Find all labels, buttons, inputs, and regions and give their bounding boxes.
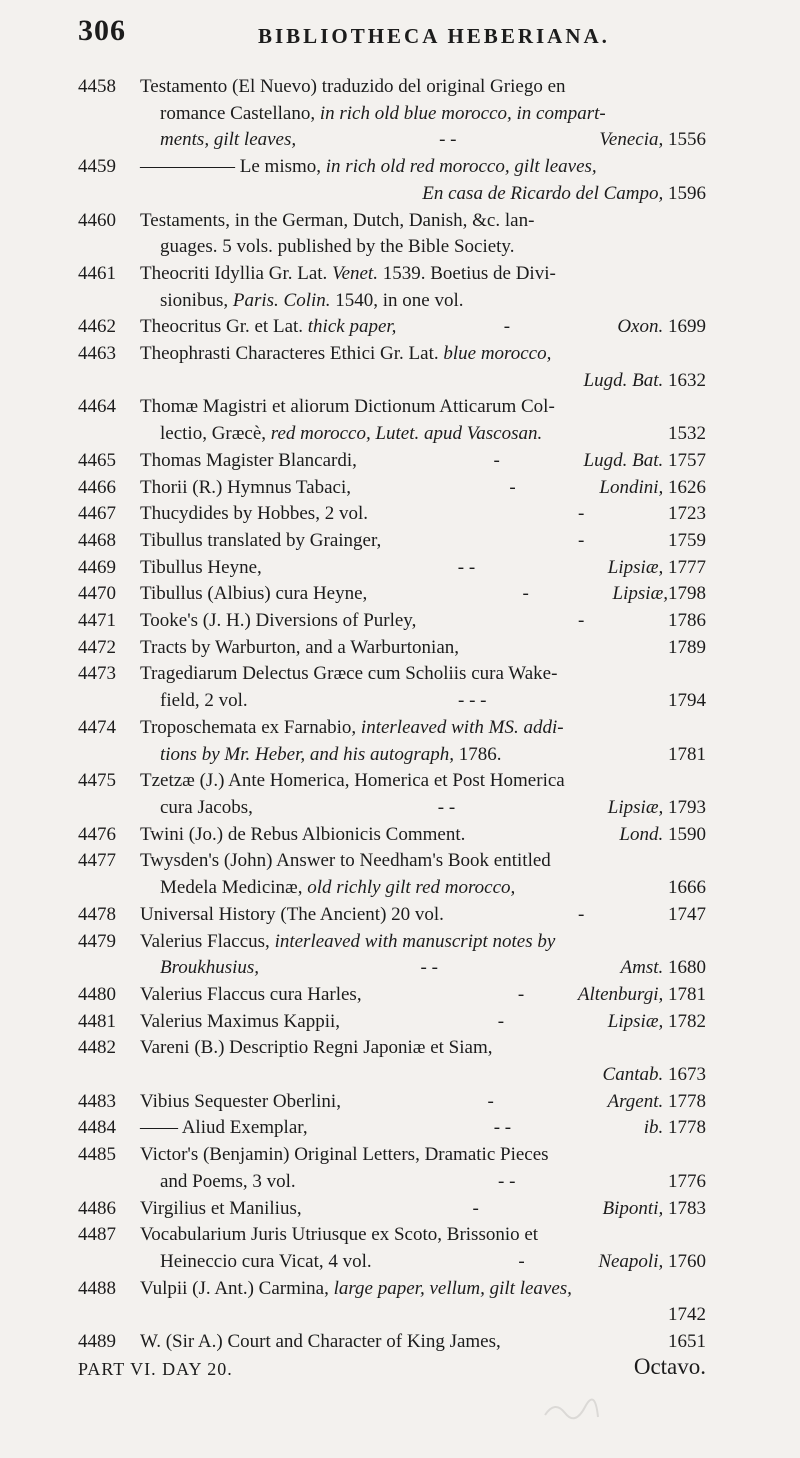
entry-line: lectio, Græcè, red morocco, Lutet. apud Vascosan. 1532 [160, 423, 706, 445]
entry-line: —— Aliud Exemplar, - - ib. 1778 [140, 1117, 706, 1139]
entry-4481 [78, 1009, 706, 1036]
entry-line: Thomæ Magistri et aliorum Dictionum Atticarum Col- [140, 396, 555, 418]
lot-number: 4488 [78, 1277, 116, 1299]
lot-number: 4458 [78, 76, 116, 97]
entry-line: Valerius Flaccus, interleaved with manuscript notes by [140, 930, 556, 952]
lot-number: 4469 [78, 556, 116, 578]
lot-number: 4463 [78, 343, 116, 365]
entry-4480 [78, 982, 706, 1009]
entry-line: Broukhusius, - - Amst. 1680 [160, 957, 706, 979]
entry-line: Theocriti Idyllia Gr. Lat. Venet. 1539. Boetius de Divi- [140, 262, 556, 284]
lot-number: 4473 [78, 663, 116, 685]
lot-number: 4476 [78, 823, 116, 845]
entry-line: Thorii (R.) Hymnus Tabaci, - Londini, 1626 [140, 476, 706, 498]
entry-4475 [78, 768, 706, 821]
lot-number: 4481 [78, 1010, 116, 1032]
entry-line: Tibullus translated by Grainger, - 1759 [140, 529, 706, 551]
sale-part-day: PART VI. DAY 20. [78, 1358, 233, 1379]
ink-smudge [540, 1395, 600, 1425]
entry-line: Vulpii (J. Ant.) Carmina, large paper, vellum, gilt leaves, [140, 1277, 572, 1299]
entry-4466 [78, 475, 706, 502]
lot-number: 4477 [78, 850, 116, 872]
book-format: Octavo. [633, 1353, 706, 1379]
lot-number: 4465 [78, 449, 116, 471]
lot-number: 4486 [78, 1197, 116, 1219]
entry-line: Theophrasti Characteres Ethici Gr. Lat. blue morocco, [140, 343, 552, 365]
entry-4459 [78, 154, 706, 207]
entry-4488 [78, 1276, 706, 1329]
entry-4472 [78, 635, 706, 662]
entry-4461 [78, 261, 706, 314]
entry-line: Victor's (Benjamin) Original Letters, Dramatic Pieces [140, 1144, 549, 1166]
entry-line: Tooke's (J. H.) Diversions of Purley, - 1786 [140, 610, 706, 632]
entry-line: Valerius Flaccus cura Harles, - Altenburgi, 1781 [140, 983, 706, 1005]
lot-number: 4467 [78, 503, 116, 525]
lot-number: 4478 [78, 903, 116, 925]
entry-4465 [78, 448, 706, 475]
entry-line: Vibius Sequester Oberlini, - Argent. 1778 [140, 1090, 706, 1112]
entry-4474 [78, 715, 706, 768]
lot-number: 4459 [78, 156, 116, 178]
running-header [0, 14, 800, 54]
entry-4483 [78, 1089, 706, 1116]
entry-4486 [78, 1196, 706, 1223]
lot-number: 4474 [78, 716, 116, 738]
entry-line: ments, gilt leaves, - - Venecia, 1556 [160, 129, 706, 151]
page-footer [78, 1353, 706, 1383]
entry-4458 [78, 74, 706, 154]
entry-line: Virgilius et Manilius, - Biponti, 1783 [140, 1197, 706, 1219]
entry-line: Medela Medicinæ, old richly gilt red morocco, 1666 [160, 877, 706, 899]
entry-line: Twini (Jo.) de Rebus Albionicis Comment. Lond. 1590 [140, 823, 706, 845]
lot-number: 4489 [78, 1331, 116, 1353]
lot-number: 4466 [78, 476, 116, 498]
entry-line: Testamento (El Nuevo) traduzido del original Griego en [140, 76, 566, 97]
page-number: 306 [78, 14, 126, 47]
entry-line: Cantab. 1673 [602, 1064, 706, 1086]
lot-number: 4470 [78, 583, 116, 605]
entry-4479 [78, 929, 706, 982]
entry-line: Tibullus (Albius) cura Heyne, - Lipsiæ,1798 [140, 583, 706, 605]
entry-line: cura Jacobs, - - Lipsiæ, 1793 [160, 796, 706, 818]
entry-4489 [78, 1329, 706, 1356]
lot-number: 4475 [78, 770, 116, 792]
lot-number: 4487 [78, 1224, 116, 1246]
lot-number: 4480 [78, 983, 116, 1005]
entry-4478 [78, 902, 706, 929]
entry-4471 [78, 608, 706, 635]
entry-4473 [78, 661, 706, 714]
entry-line: W. (Sir A.) Court and Character of King James, 1651 [140, 1331, 706, 1353]
entry-4464 [78, 394, 706, 447]
entry-4463 [78, 341, 706, 394]
entry-4476 [78, 822, 706, 849]
entry-line: romance Castellano, in rich old blue morocco, in compart- [160, 102, 606, 124]
lot-number: 4461 [78, 262, 116, 284]
entry-line: Theocritus Gr. et Lat. thick paper, - Oxon. 1699 [140, 316, 706, 338]
entry-line: Tzetzæ (J.) Ante Homerica, Homerica et Post Homerica [140, 770, 565, 792]
catalogue-entries [78, 74, 706, 1383]
entry-line: Tragediarum Delectus Græce cum Scholiis cura Wake- [140, 663, 558, 685]
entry-line: 1742 [668, 1304, 706, 1326]
lot-number: 4472 [78, 636, 116, 658]
entry-4469 [78, 555, 706, 582]
entry-4484 [78, 1115, 706, 1142]
entry-4468 [78, 528, 706, 555]
entry-line: field, 2 vol. - - - 1794 [160, 690, 706, 712]
entry-line: ————— Le mismo, in rich old red morocco, gilt leaves, [140, 156, 597, 178]
entry-4482 [78, 1035, 706, 1088]
entry-4462 [78, 314, 706, 341]
entry-line: Valerius Maximus Kappii, - Lipsiæ, 1782 [140, 1010, 706, 1032]
entry-line: Troposchemata ex Farnabio, interleaved with MS. addi- [140, 716, 564, 738]
lot-number: 4482 [78, 1037, 116, 1059]
entry-line: guages. 5 vols. published by the Bible Society. [160, 236, 515, 258]
entry-line: and Poems, 3 vol. - - 1776 [160, 1170, 706, 1192]
entry-4460 [78, 208, 706, 261]
entry-4487 [78, 1222, 706, 1275]
entry-line: Thucydides by Hobbes, 2 vol. - 1723 [140, 503, 706, 525]
entry-line: Universal History (The Ancient) 20 vol. - 1747 [140, 903, 706, 925]
entry-4470 [78, 581, 706, 608]
running-title: BIBLIOTHECA HEBERIANA. [258, 24, 610, 48]
entry-line: Lugd. Bat. 1632 [583, 369, 706, 391]
lot-number: 4484 [78, 1117, 116, 1139]
lot-number: 4468 [78, 529, 116, 551]
lot-number: 4462 [78, 316, 116, 338]
entry-4485 [78, 1142, 706, 1195]
entry-line: Tracts by Warburton, and a Warburtonian, 1789 [140, 636, 706, 658]
entry-line: Vareni (B.) Descriptio Regni Japoniæ et Siam, [140, 1037, 493, 1059]
entry-line: Vocabularium Juris Utriusque ex Scoto, Brissonio et [140, 1224, 539, 1246]
entry-line: sionibus, Paris. Colin. 1540, in one vol. [160, 289, 464, 311]
lot-number: 4464 [78, 396, 116, 418]
entry-4477 [78, 848, 706, 901]
entry-line: Tibullus Heyne, - - Lipsiæ, 1777 [140, 556, 706, 578]
lot-number: 4479 [78, 930, 116, 952]
lot-number: 4483 [78, 1090, 116, 1112]
entry-line: Twysden's (John) Answer to Needham's Book entitled [140, 850, 551, 872]
lot-number: 4460 [78, 209, 116, 231]
entry-line: En casa de Ricardo del Campo, 1596 [422, 182, 706, 204]
entry-line: Heineccio cura Vicat, 4 vol. - Neapoli, 1760 [160, 1250, 706, 1272]
entry-line: tions by Mr. Heber, and his autograph, 1786. 1781 [160, 743, 706, 765]
entry-line: Testaments, in the German, Dutch, Danish, &c. lan- [140, 209, 535, 231]
entry-4467 [78, 501, 706, 528]
lot-number: 4471 [78, 610, 116, 632]
lot-number: 4485 [78, 1144, 116, 1166]
entry-line: Thomas Magister Blancardi, - Lugd. Bat. 1757 [140, 449, 706, 471]
